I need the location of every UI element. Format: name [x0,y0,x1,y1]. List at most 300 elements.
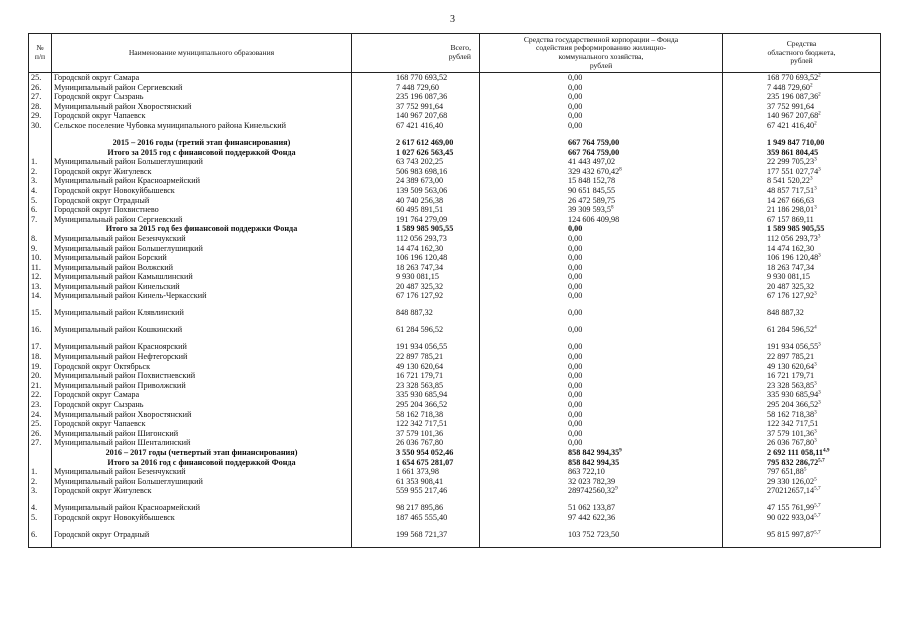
row-number [29,477,52,487]
row-municipality [52,371,352,381]
row-municipality [52,148,352,158]
row-regional [723,196,881,206]
row-number-text: 21. [31,380,42,390]
table-row [29,530,881,548]
table-row [29,253,881,263]
row-total-text: 122 342 717,51 [396,419,448,429]
financing-table [28,33,881,548]
table-row [29,342,881,352]
footnote-marker: 5,7 [814,503,821,509]
row-total [352,186,480,196]
row-total-text: 139 509 563,06 [396,185,448,195]
row-number [29,513,52,530]
row-total [352,176,480,186]
table-row [29,205,881,215]
row-regional [723,308,881,325]
row-total-text: 40 740 256,38 [396,195,444,205]
footnote-marker: 9 [619,448,622,454]
row-number [29,503,52,513]
row-fund [480,263,723,273]
row-fund [480,138,723,148]
header-number-text: № п/п [34,43,46,61]
row-fund [480,429,723,439]
row-regional [723,429,881,439]
row-number [29,196,52,206]
row-total [352,390,480,400]
row-regional [723,272,881,282]
row-regional [723,102,881,112]
footnote-marker: 9 [615,486,618,492]
row-regional [723,282,881,292]
row-municipality-text: Муниципальный район Борский [54,253,167,263]
row-fund-text: 0,00 [568,308,583,318]
table-row [29,467,881,477]
row-number [29,148,52,158]
row-fund-text: 0,00 [568,419,583,429]
row-total-text: 506 983 698,16 [396,166,448,176]
row-regional-text: 191 934 056,55 [767,342,819,352]
row-municipality [52,186,352,196]
row-fund [480,282,723,292]
row-total-text: 58 162 718,38 [396,409,444,419]
row-number [29,448,52,458]
row-municipality [52,503,352,513]
row-fund-text: 32 023 782,39 [568,476,616,486]
row-municipality-text: Городской округ Самара [54,390,140,400]
row-total [352,410,480,420]
row-fund-text: 0,00 [568,120,583,130]
row-number [29,157,52,167]
row-fund-text: 0,00 [568,101,583,111]
row-regional-text: 235 196 087,36 [767,92,819,102]
row-municipality-text: Муниципальный район Нефтегорский [54,352,188,362]
table-row [29,458,881,468]
row-regional [723,157,881,167]
row-municipality-text: Муниципальный район Большеглушицкий [54,157,203,167]
footnote-marker: 4,9 [822,448,830,454]
row-fund-text: 667 764 759,00 [568,147,620,157]
row-fund-text: 41 443 497,02 [568,157,616,167]
footnote-marker: 3 [818,253,821,259]
row-municipality [52,138,352,148]
row-fund-text: 0,00 [568,325,583,335]
row-regional [723,244,881,254]
row-number [29,272,52,282]
row-regional-text: 21 186 298,01 [767,205,815,215]
row-fund-text: 0,00 [568,380,583,390]
row-number [29,371,52,381]
header-number [29,34,52,73]
row-number [29,263,52,273]
row-regional-text: 270212657,14 [767,486,815,496]
row-total-text: 848 887,32 [396,308,433,318]
row-regional-text: 95 815 997,87 [767,529,815,539]
row-fund [480,503,723,513]
footnote-marker: 3 [818,390,821,396]
row-total [352,458,480,468]
row-municipality [52,390,352,400]
row-municipality [52,291,352,308]
row-number [29,530,52,548]
row-total [352,102,480,112]
row-number-text: 1. [31,157,38,167]
row-number [29,102,52,112]
row-regional [723,513,881,530]
row-regional-text: 22 897 785,21 [767,352,815,362]
row-fund-text: 0,00 [568,224,583,234]
row-total [352,400,480,410]
row-total [352,205,480,215]
row-number-text: 4. [31,185,38,195]
row-municipality-text: Муниципальный район Клявлинский [54,308,184,318]
table-row [29,167,881,177]
row-regional-text: 48 857 717,51 [767,185,815,195]
row-total-text: 18 263 747,34 [396,262,444,272]
row-regional [723,438,881,448]
row-fund-text: 0,00 [568,243,583,253]
row-number [29,282,52,292]
row-fund [480,467,723,477]
row-number [29,224,52,234]
row-number-text: 6. [31,529,38,539]
row-number-text: 17. [31,342,42,352]
row-regional [723,458,881,468]
row-fund [480,448,723,458]
row-municipality-text: Муниципальный район Похвистневский [54,371,196,381]
row-regional-text: 14 267 666,63 [767,195,815,205]
row-regional [723,224,881,234]
row-municipality [52,381,352,391]
row-total-text: 559 955 217,46 [396,486,448,496]
footnote-marker: 5,7 [814,486,821,492]
row-total [352,138,480,148]
row-regional [723,477,881,487]
header-regional-budget [723,34,881,73]
row-municipality-text: Городской округ Сызрань [54,92,144,102]
row-fund-text: 0,00 [568,253,583,263]
row-total-text: 112 056 293,73 [396,233,447,243]
row-municipality [52,73,352,83]
row-municipality [52,121,352,138]
row-number [29,381,52,391]
row-municipality-text: Городской округ Жигулевск [54,166,152,176]
row-municipality-text: Муниципальный район Безенчукский [54,233,186,243]
row-municipality-text: Сельское поселение Чубовка муниципального района Кинельский [54,120,287,130]
row-total-text: 1 654 675 281,07 [396,457,454,467]
row-municipality [52,513,352,530]
row-municipality-text: Городской округ Отрадный [54,529,150,539]
row-total-text: 191 934 056,55 [396,342,448,352]
row-total-text: 22 897 785,21 [396,352,444,362]
row-total [352,371,480,381]
row-total-text: 295 204 366,52 [396,400,448,410]
row-regional-text: 9 930 081,15 [767,272,810,282]
row-number [29,429,52,439]
footnote-marker: 3 [814,291,817,297]
row-total [352,196,480,206]
row-municipality [52,176,352,186]
row-municipality-text: Муниципальный район Красноармейский [54,503,201,513]
table-row [29,73,881,83]
table-row [29,291,881,308]
table-row [29,325,881,342]
row-municipality-text: Муниципальный район Красноармейский [54,176,201,186]
row-total [352,224,480,234]
header-total [352,34,480,73]
row-municipality [52,325,352,342]
row-regional-text: 1 949 847 710,00 [767,137,825,147]
row-fund-text: 0,00 [568,73,583,82]
row-regional [723,263,881,273]
table-row [29,138,881,148]
row-municipality [52,205,352,215]
row-total-text: 67 421 416,40 [396,120,444,130]
row-fund-text: 863 722,10 [568,467,605,477]
row-fund-text: 0,00 [568,428,583,438]
row-municipality-text: Городской округ Самара [54,73,140,82]
row-municipality [52,438,352,448]
row-total [352,352,480,362]
row-regional [723,148,881,158]
row-number-text: 18. [31,352,42,362]
row-municipality [52,253,352,263]
row-municipality [52,477,352,487]
row-number-text: 25. [31,419,42,429]
row-fund [480,176,723,186]
row-fund [480,272,723,282]
row-fund [480,530,723,548]
row-number-text: 7. [31,214,38,224]
row-fund-text: 329 432 670,42 [568,166,620,176]
table-row [29,102,881,112]
row-number-text: 13. [31,281,42,291]
row-regional [723,486,881,503]
row-number [29,167,52,177]
row-total [352,308,480,325]
row-number [29,308,52,325]
footnote-marker: 4 [814,325,817,331]
table-row [29,308,881,325]
row-fund [480,234,723,244]
footnote-marker: 3 [814,428,817,435]
row-total [352,157,480,167]
row-regional-text: 140 967 207,68 [767,111,819,121]
table-row [29,410,881,420]
row-regional-text: 14 474 162,30 [767,243,815,253]
row-regional-text: 106 196 120,48 [767,253,819,263]
row-regional-text: 16 721 179,71 [767,371,815,381]
row-total [352,438,480,448]
row-municipality-text: 2016 – 2017 годы (четвертый этап финансирования) [105,448,298,457]
row-municipality-text: Итого за 2015 год с финансовой поддержкой Фонда [107,147,296,157]
row-municipality [52,308,352,325]
row-municipality [52,400,352,410]
row-number-text: 15. [31,308,42,318]
row-total [352,92,480,102]
row-municipality-text: Муниципальный район Кошкинский [54,325,183,335]
header-total-text: Всего, рублей [448,43,471,61]
table-row [29,448,881,458]
row-fund-text: 0,00 [568,409,583,419]
row-number [29,176,52,186]
row-fund [480,73,723,83]
row-total-text: 63 743 202,25 [396,157,444,167]
row-number-text: 3. [31,486,38,496]
row-number [29,486,52,503]
row-number-text: 26. [31,428,42,438]
footnote-marker: 5,7 [818,457,825,463]
row-municipality [52,467,352,477]
row-number [29,138,52,148]
row-number-text: 27. [31,438,42,448]
row-regional-text: 18 263 747,34 [767,262,815,272]
row-regional-text: 61 284 596,52 [767,325,815,335]
row-municipality [52,342,352,352]
row-total [352,419,480,429]
row-number [29,467,52,477]
row-regional [723,400,881,410]
row-total [352,362,480,372]
row-municipality [52,196,352,206]
table-row [29,176,881,186]
table-row [29,234,881,244]
row-fund [480,148,723,158]
row-total-text: 1 027 626 563,45 [396,147,454,157]
row-municipality-text: Муниципальный район Приволжский [54,380,186,390]
row-number-text: 14. [31,291,42,301]
row-regional-text: 168 770 693,52 [767,73,819,82]
row-fund-text: 103 752 723,50 [568,529,620,539]
row-regional-text: 20 487 325,32 [767,281,815,291]
row-fund [480,111,723,121]
row-fund-text: 0,00 [568,352,583,362]
row-municipality [52,92,352,102]
table-header-row [29,34,881,73]
row-number-text: 2. [31,476,38,486]
row-total [352,148,480,158]
row-regional-text: 7 448 729,60 [767,82,810,92]
row-municipality-text: Муниципальный район Сергиевский [54,82,183,92]
row-total-text: 61 353 908,41 [396,476,444,486]
footnote-marker: 2 [818,111,821,117]
table-row [29,272,881,282]
row-regional [723,410,881,420]
footnote-marker: 2 [818,72,821,79]
row-number [29,205,52,215]
row-regional-text: 295 204 366,52 [767,400,819,410]
row-municipality [52,83,352,93]
row-municipality-text: Городской округ Чапаевск [54,111,146,121]
row-number-text: 27. [31,92,42,102]
row-regional [723,121,881,138]
row-fund [480,458,723,468]
row-fund-text: 858 842 994,35 [568,448,620,457]
row-number-text: 9. [31,243,38,253]
row-total-text: 98 217 895,86 [396,503,444,513]
row-total-text: 14 474 162,30 [396,243,444,253]
row-total [352,244,480,254]
row-total [352,467,480,477]
table-row [29,111,881,121]
table-row [29,224,881,234]
row-total [352,83,480,93]
row-total [352,325,480,342]
row-regional [723,342,881,352]
row-municipality-text: Итого за 2016 год с финансовой поддержкой Фонда [107,457,296,467]
row-number-text: 30. [31,120,42,130]
row-total [352,486,480,503]
row-fund [480,308,723,325]
row-total-text: 187 465 555,40 [396,512,448,522]
row-total-text: 20 487 325,32 [396,281,444,291]
row-regional-text: 359 861 804,45 [767,147,819,157]
row-total [352,477,480,487]
row-municipality-text: Городской округ Отрадный [54,195,150,205]
row-municipality [52,282,352,292]
row-fund [480,371,723,381]
row-regional [723,234,881,244]
table-row [29,282,881,292]
row-fund-text: 0,00 [568,342,583,352]
table-row [29,196,881,206]
row-fund-text: 90 651 845,55 [568,185,616,195]
row-total-text: 23 328 563,85 [396,380,444,390]
row-number-text: 11. [31,262,41,272]
row-number-text: 10. [31,253,42,263]
row-municipality [52,234,352,244]
row-total [352,253,480,263]
row-total-text: 2 617 612 469,00 [396,137,454,147]
footnote-marker: 3 [814,185,817,192]
row-total-text: 191 764 279,09 [396,214,448,224]
row-regional-text: 335 930 685,94 [767,390,819,400]
row-total [352,513,480,530]
footnote-marker: 3 [817,233,821,240]
table-row [29,503,881,513]
row-number [29,244,52,254]
row-regional-text: 112 056 293,73 [767,233,818,243]
row-municipality-text: Муниципальный район Сергиевский [54,214,183,224]
row-fund [480,352,723,362]
row-regional [723,291,881,308]
table-row [29,148,881,158]
row-fund-text: 26 472 589,75 [568,195,616,205]
table-row [29,186,881,196]
row-municipality [52,167,352,177]
row-fund [480,83,723,93]
row-number [29,234,52,244]
row-fund [480,362,723,372]
table-row [29,362,881,372]
row-regional-text: 2 692 111 058,11 [767,448,823,457]
row-total-text: 24 389 673,00 [396,176,444,186]
row-fund-text: 0,00 [568,371,583,381]
row-fund [480,215,723,225]
row-number [29,92,52,102]
row-municipality-text: Городской округ Новокуйбышевск [54,185,175,195]
row-fund [480,325,723,342]
row-fund [480,253,723,263]
row-total [352,272,480,282]
row-fund [480,419,723,429]
row-municipality-text: Муниципальный район Кинельский [54,281,180,291]
row-municipality [52,244,352,254]
row-regional-text: 26 036 767,80 [767,438,815,448]
row-number [29,352,52,362]
row-regional [723,73,881,83]
header-fund-text: Средства государственной корпорации – Фонда содействия реформированию жилищно- коммунального хозяйства, рублей [523,34,679,70]
row-regional-text: 58 162 718,38 [767,409,815,419]
